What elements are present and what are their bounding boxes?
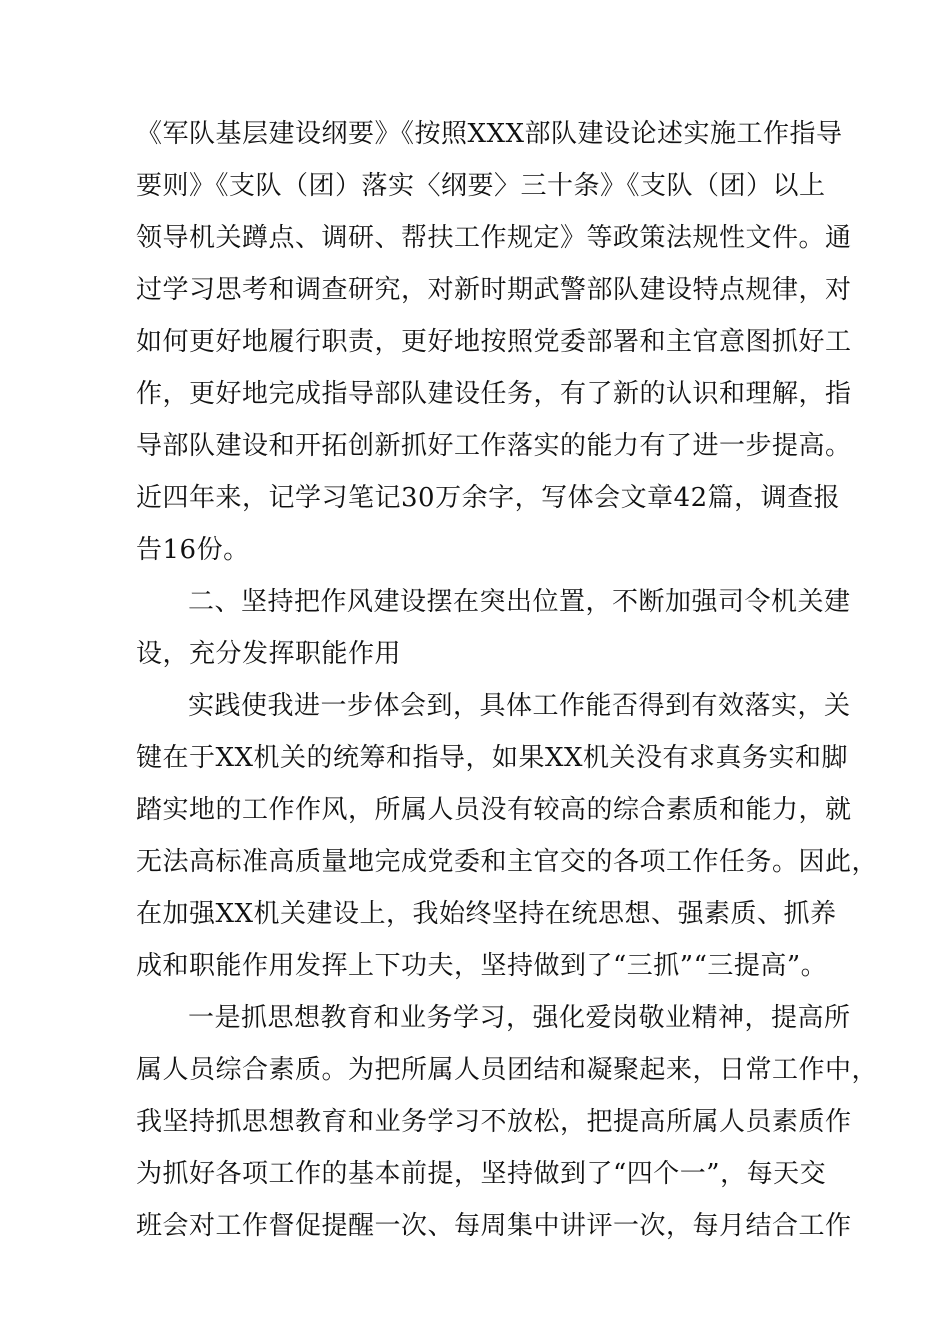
text-line: 《军队基层建设纲要》《按照XXX部队建设论述实施工作指导: [136, 119, 843, 149]
text-line: 踏实地的工作作风，所属人员没有较高的综合素质和能力，就: [136, 795, 852, 825]
text-line: 在加强XX机关建设上，我始终坚持在统思想、强素质、抓养: [136, 899, 837, 929]
text-line: 无法高标准高质量地完成党委和主官交的各项工作任务。因此，: [136, 847, 879, 877]
text-line: 过学习思考和调查研究，对新时期武警部队建设特点规律，对: [136, 275, 852, 305]
text-line: 成和职能作用发挥上下功夫，坚持做到了“三抓”“三提高”。: [136, 951, 828, 981]
text-line: 班会对工作督促提醒一次、每周集中讲评一次，每月结合工作: [136, 1211, 852, 1241]
text-line: 一是抓思想教育和业务学习，强化爱岗敬业精神，提高所: [188, 1003, 851, 1033]
text-line: 告16份。: [136, 535, 250, 565]
text-line: 我坚持抓思想教育和业务学习不放松，把提高所属人员素质作: [136, 1107, 852, 1137]
text-line: 领导机关蹲点、调研、帮扶工作规定》等政策法规性文件。通: [136, 223, 852, 253]
text-line: 近四年来，记学习笔记30万余字，写体会文章42篇，调查报: [136, 483, 841, 513]
text-line: 键在于XX机关的统筹和指导，如果XX机关没有求真务实和脚: [136, 743, 849, 773]
section-heading-line: 设，充分发挥职能作用: [136, 639, 402, 669]
text-line: 如何更好地履行职责，更好地按照党委部署和主官意图抓好工: [136, 327, 852, 357]
section-heading-line: 二、坚持把作风建设摆在突出位置，不断加强司令机关建: [188, 587, 851, 617]
text-line: 作，更好地完成指导部队建设任务，有了新的认识和理解，指: [136, 379, 852, 409]
text-line: 为抓好各项工作的基本前提，坚持做到了“四个一”，每天交: [136, 1159, 827, 1189]
text-line: 实践使我进一步体会到，具体工作能否得到有效落实，关: [188, 691, 851, 721]
text-line: 要则》《支队（团）落实〈纲要〉三十条》《支队（团）以上: [136, 171, 826, 201]
text-line: 属人员综合素质。为把所属人员团结和凝聚起来，日常工作中，: [136, 1055, 879, 1085]
text-line: 导部队建设和开拓创新抓好工作落实的能力有了进一步提高。: [136, 431, 852, 461]
